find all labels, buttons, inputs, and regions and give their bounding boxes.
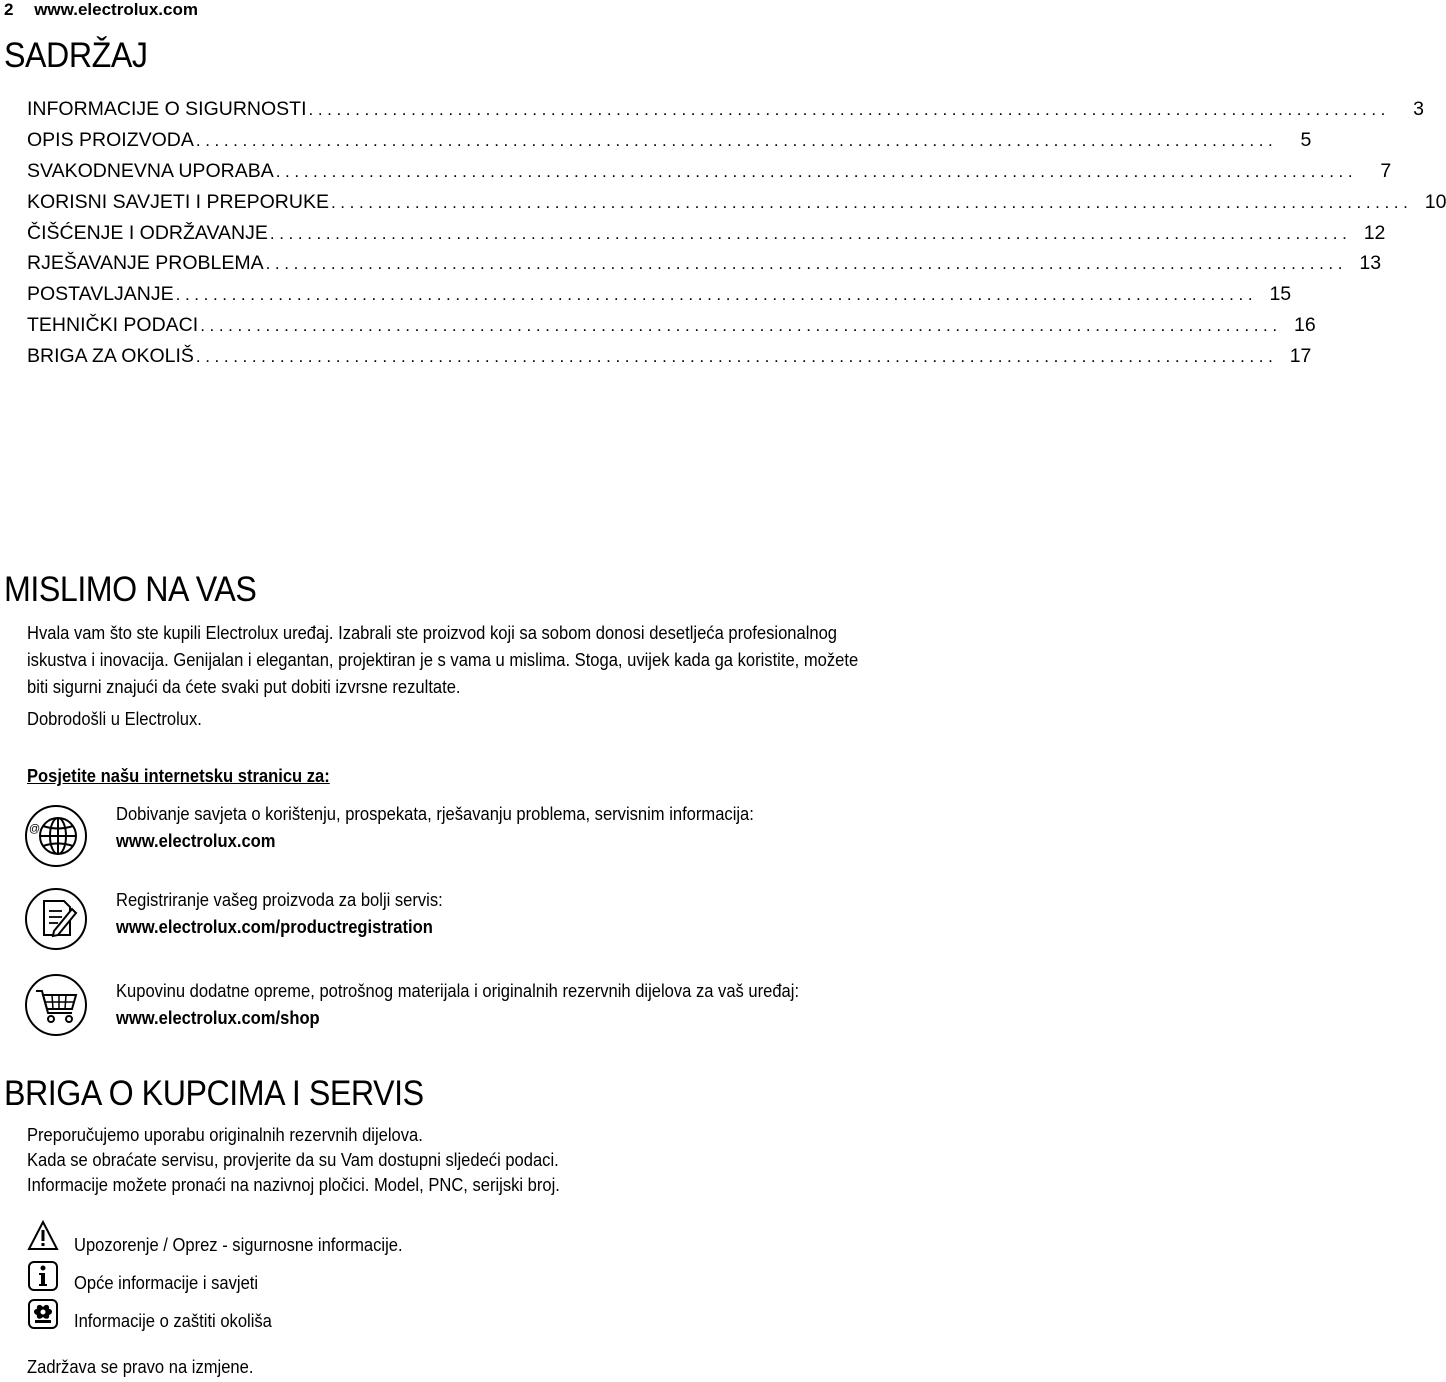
toc-entry-page: 5	[1300, 128, 1312, 151]
environment-icon	[27, 1298, 59, 1335]
visit-heading: Posjetite našu internetsku stranicu za:	[27, 766, 330, 786]
toc-entry[interactable]	[27, 190, 1446, 222]
toc-entry[interactable]	[27, 159, 1392, 191]
service-line: Informacije možete pronaći na nazivnoj pločici. Model, PNC, serijski broj.	[27, 1175, 560, 1195]
table-of-contents	[27, 98, 1446, 376]
toc-entry-page: 17	[1289, 345, 1312, 368]
help-item-text: Registriranje vašeg proizvoda za bolji servis:	[116, 890, 443, 910]
toc-leader: ....................................................................................................................	[275, 161, 1358, 181]
toc-leader: ....................................................................................................................	[175, 285, 1258, 305]
page-number: 2	[4, 0, 14, 19]
service-line: Kada se obraćate servisu, provjerite da su Vam dostupni sljedeći podaci.	[27, 1150, 559, 1170]
toc-leader: ....................................................................................................................	[330, 192, 1413, 212]
toc-entry-label: KORISNI SAVJETI I PREPORUKE	[27, 190, 329, 213]
toc-leader: ....................................................................................................................	[308, 100, 1390, 119]
toc-leader: ....................................................................................................................	[195, 347, 1278, 367]
help-item-link[interactable]: www.electrolux.com/productregistration	[116, 917, 433, 937]
toc-entry[interactable]	[27, 98, 1424, 129]
info-icon	[27, 1260, 59, 1297]
welcome-text: Dobrodošli u Electrolux.	[27, 709, 202, 729]
toc-entry[interactable]	[27, 128, 1312, 160]
help-item	[116, 978, 946, 1032]
service-line: Preporučujemo uporabu originalnih rezervnih dijelova.	[27, 1125, 423, 1145]
toc-leader: ....................................................................................................................	[195, 130, 1278, 150]
toc-entry-page: 7	[1380, 159, 1392, 182]
toc-entry[interactable]	[27, 345, 1312, 376]
intro-paragraph	[27, 620, 947, 701]
toc-entry[interactable]	[27, 252, 1382, 283]
intro-line: Hvala vam što ste kupili Electrolux uređaj. Izabrali ste proizvod koji sa sobom donosi desetljeća profesionalnog	[27, 623, 838, 643]
svg-text:@: @	[29, 823, 41, 835]
toc-title: SADRŽAJ	[4, 36, 148, 75]
toc-entry-label: ČIŠĆENJE I ODRŽAVANJE	[27, 221, 268, 244]
shopping-cart-icon	[24, 973, 88, 1042]
toc-entry-label: BRIGA ZA OKOLIŠ	[27, 345, 194, 368]
help-item	[116, 887, 946, 941]
intro-line: iskustva i inovacija. Genijalan i elegantan, projektiran je s vama u mislima. Stoga, uvijek kada ga koristite, možete	[27, 650, 859, 670]
warning-icon	[27, 1220, 59, 1257]
section-title-service: BRIGA O KUPCIMA I SERVIS	[4, 1074, 424, 1113]
toc-entry-label: RJEŠAVANJE PROBLEMA	[27, 252, 264, 275]
service-paragraph	[27, 1123, 947, 1198]
help-item-text: Dobivanje savjeta o korištenju, prospekata, rješavanju problema, servisnim informacija:	[116, 804, 754, 824]
legend-info-text: Opće informacije i savjeti	[74, 1273, 259, 1293]
footer-note: Zadržava se pravo na izmjene.	[27, 1357, 254, 1377]
toc-entry[interactable]	[27, 314, 1316, 345]
site-url[interactable]: www.electrolux.com	[34, 0, 198, 19]
toc-entry-label: INFORMACIJE O SIGURNOSTI	[27, 98, 307, 120]
help-item-link[interactable]: www.electrolux.com	[116, 831, 276, 851]
help-item	[116, 801, 946, 855]
toc-entry-page: 12	[1363, 221, 1386, 244]
globe-icon	[24, 804, 88, 873]
help-item-link[interactable]: www.electrolux.com/shop	[116, 1008, 320, 1028]
toc-leader: ....................................................................................................................	[200, 316, 1282, 336]
section-title-thinking: MISLIMO NA VAS	[4, 570, 257, 609]
legend-warning-text: Upozorenje / Oprez - sigurnosne informacije.	[74, 1235, 403, 1255]
registration-icon	[24, 887, 88, 956]
toc-leader: ....................................................................................................................	[265, 254, 1348, 274]
intro-line: biti sigurni znajući da ćete svaki put dobiti izvrsne rezultate.	[27, 677, 461, 697]
toc-entry-page: 13	[1359, 252, 1382, 275]
toc-entry-page: 10	[1424, 190, 1446, 213]
page-header	[4, 0, 198, 20]
toc-entry-page: 15	[1269, 283, 1292, 306]
toc-entry[interactable]	[27, 283, 1292, 314]
toc-entry-page: 3	[1413, 98, 1424, 120]
legend-environment-text: Informacije o zaštiti okoliša	[74, 1311, 272, 1331]
toc-entry-label: SVAKODNEVNA UPORABA	[27, 159, 274, 182]
toc-entry-label: POSTAVLJANJE	[27, 283, 174, 306]
toc-entry-label: TEHNIČKI PODACI	[27, 314, 199, 337]
toc-entry-label: OPIS PROIZVODA	[27, 128, 194, 151]
help-item-text: Kupovinu dodatne opreme, potrošnog materijala i originalnih rezervnih dijelova za vaš uređaj:	[116, 981, 800, 1001]
toc-entry[interactable]	[27, 221, 1386, 253]
toc-entry-page: 16	[1293, 314, 1316, 337]
toc-leader: ....................................................................................................................	[269, 223, 1352, 243]
